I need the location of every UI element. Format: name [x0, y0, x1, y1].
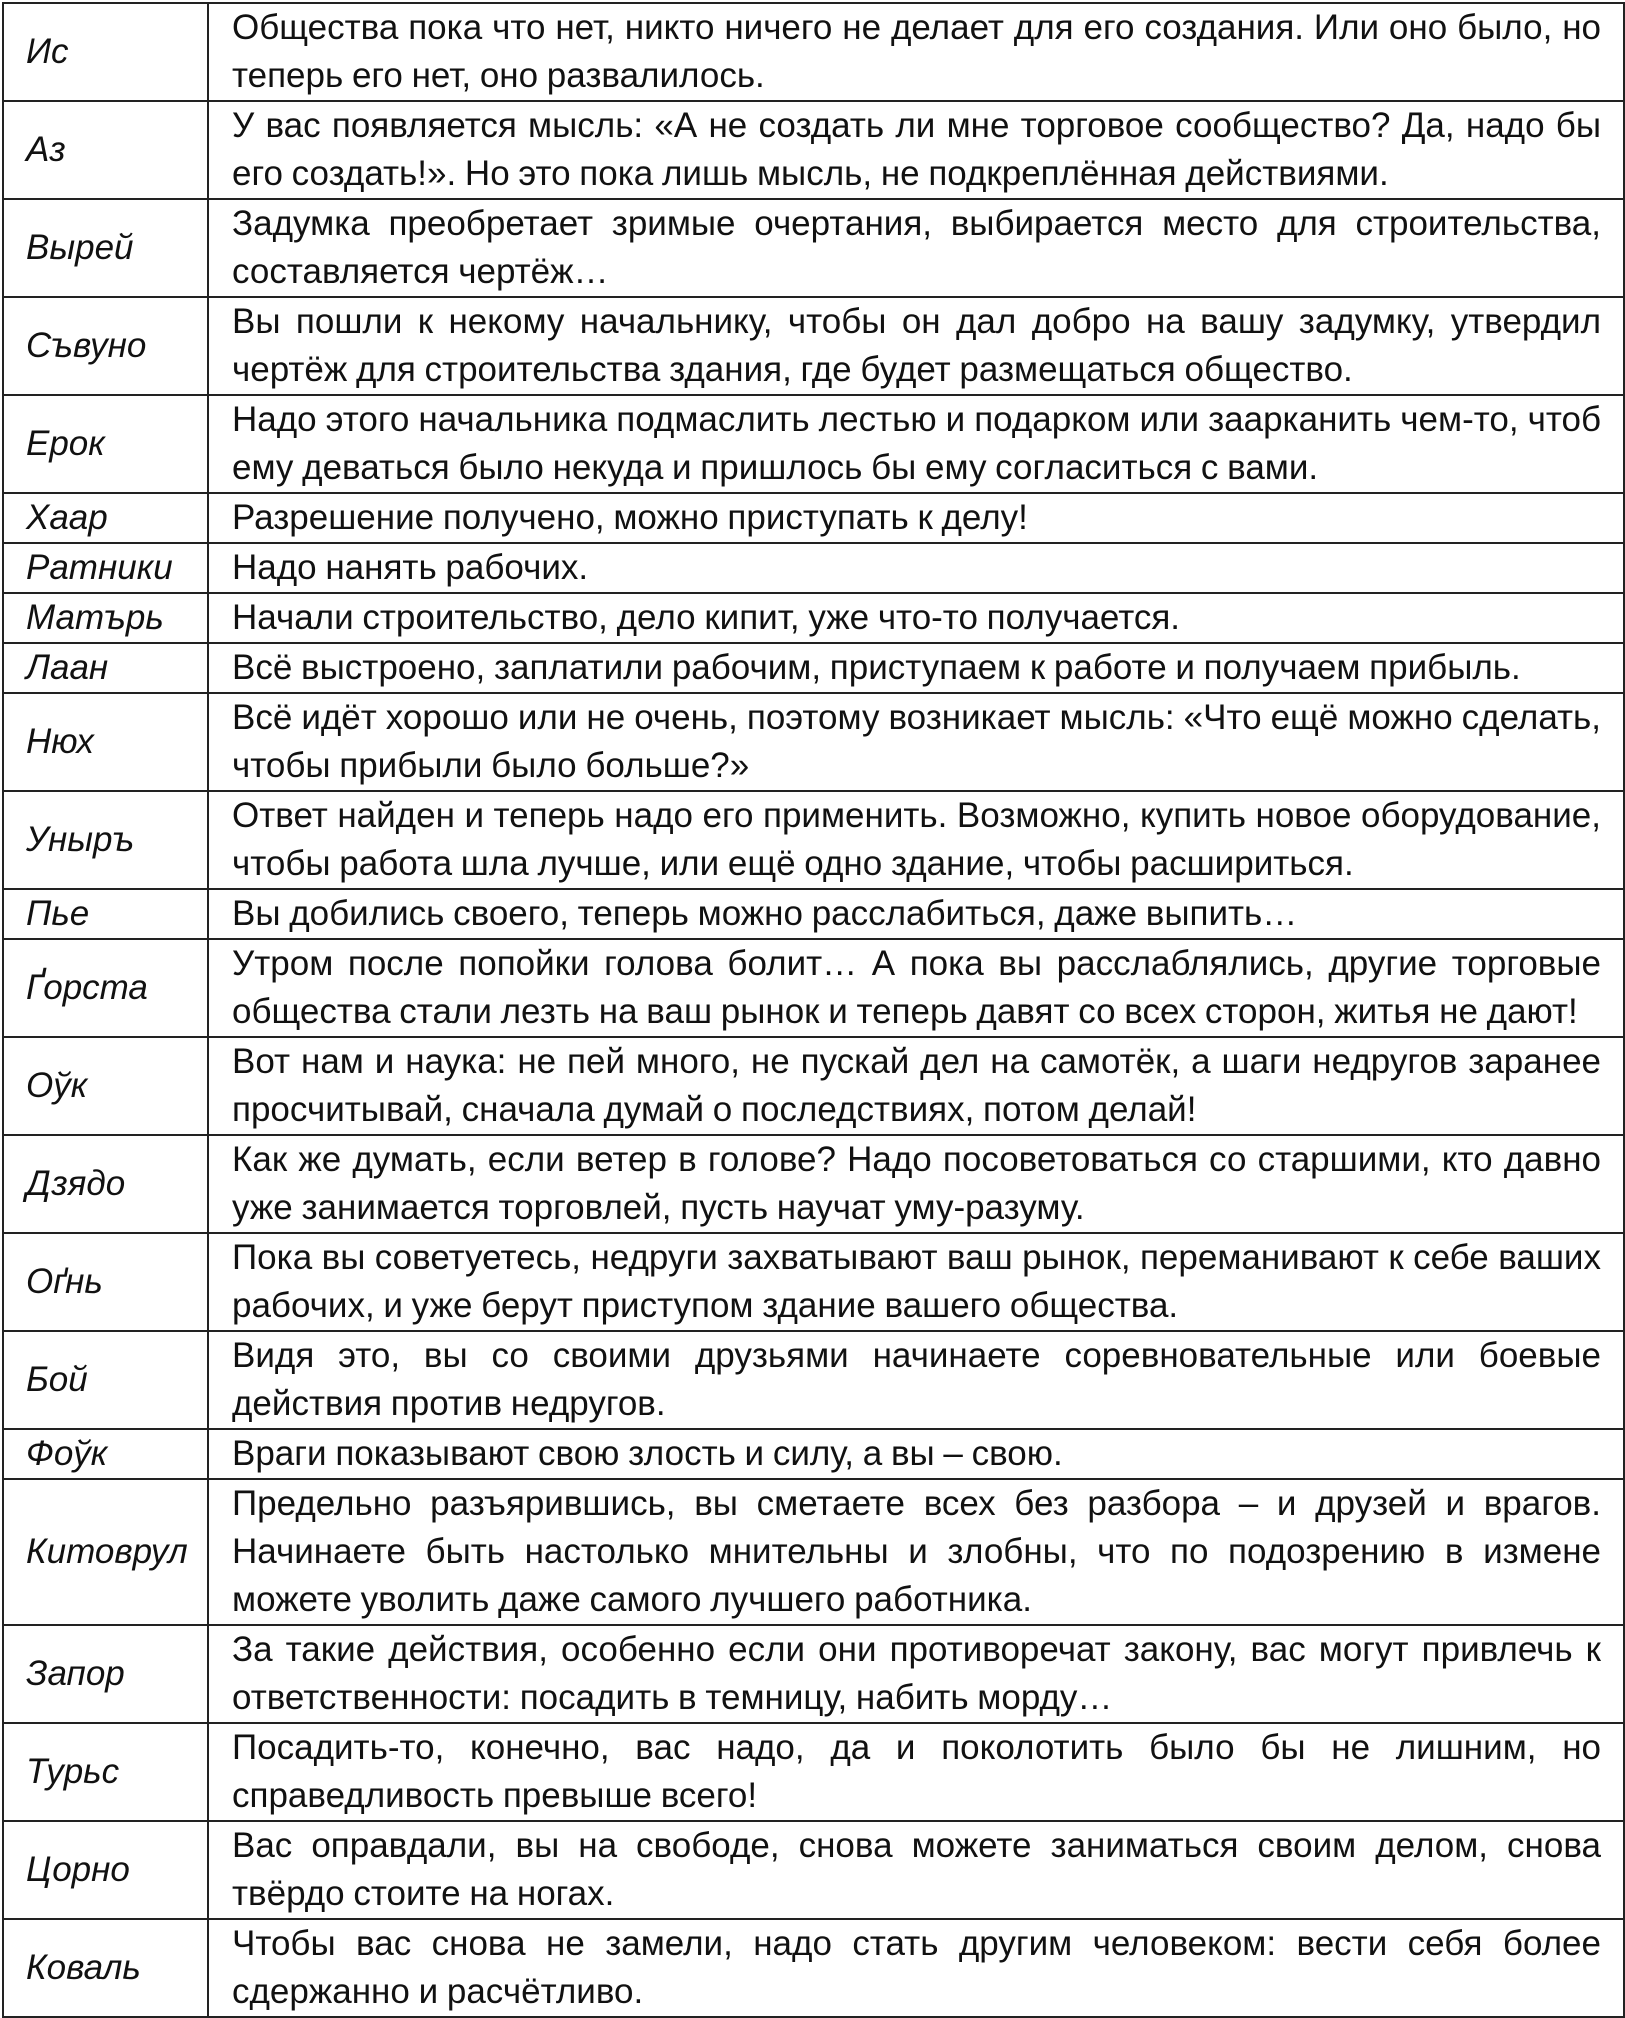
description-cell: Разрешение получено, можно приступать к делу! [208, 493, 1624, 543]
table-row [3, 1331, 1624, 1429]
term-cell: Фоўк [3, 1429, 208, 1479]
terms-table [2, 2, 1625, 2018]
term-cell: Матърь [3, 593, 208, 643]
term-cell: Уныръ [3, 791, 208, 889]
description-cell: Предельно разъярившись, вы сметаете всех без разбора – и друзей и врагов. Начинаете быть настолько мнительны и злобны, что по подозрению в измене можете уволить даже самого лучшего работника. [208, 1479, 1624, 1625]
table-row [3, 1479, 1624, 1625]
description-cell: Видя это, вы со своими друзьями начинаете соревновательные или боевые действия против недругов. [208, 1331, 1624, 1429]
table-row [3, 1919, 1624, 2017]
term-cell: Ерок [3, 395, 208, 493]
description-cell: Чтобы вас снова не замели, надо стать другим человеком: вести себя более сдержанно и расчётливо. [208, 1919, 1624, 2017]
term-cell: Цорно [3, 1821, 208, 1919]
term-cell: Оўк [3, 1037, 208, 1135]
description-cell: Враги показывают свою злость и силу, а вы – свою. [208, 1429, 1624, 1479]
table-row [3, 199, 1624, 297]
term-cell: Дзядо [3, 1135, 208, 1233]
description-cell: Всё выстроено, заплатили рабочим, приступаем к работе и получаем прибыль. [208, 643, 1624, 693]
description-cell: Общества пока что нет, никто ничего не делает для его создания. Или оно было, но теперь его нет, оно развалилось. [208, 3, 1624, 101]
description-cell: Пока вы советуетесь, недруги захватывают ваш рынок, переманивают к себе ваших рабочих, и уже берут приступом здание вашего общества. [208, 1233, 1624, 1331]
term-cell: Пье [3, 889, 208, 939]
table-row [3, 593, 1624, 643]
table-row [3, 1723, 1624, 1821]
description-cell: Задумка преобретает зримые очертания, выбирается место для строительства, составляется чертёж… [208, 199, 1624, 297]
term-cell: Хаар [3, 493, 208, 543]
description-cell: Надо нанять рабочих. [208, 543, 1624, 593]
table-row [3, 297, 1624, 395]
description-cell: Ответ найден и теперь надо его применить. Возможно, купить новое оборудование, чтобы работа шла лучше, или ещё одно здание, чтобы расшириться. [208, 791, 1624, 889]
table-row [3, 693, 1624, 791]
table-row [3, 395, 1624, 493]
table-row [3, 939, 1624, 1037]
term-cell: Турьс [3, 1723, 208, 1821]
description-cell: Вот нам и наука: не пей много, не пускай дел на самотёк, а шаги недругов заранее просчитывай, сначала думай о последствиях, потом делай! [208, 1037, 1624, 1135]
description-cell: Надо этого начальника подмаслить лестью и подарком или заарканить чем-то, чтоб ему деваться было некуда и пришлось бы ему согласиться с вами. [208, 395, 1624, 493]
description-cell: Посадить-то, конечно, вас надо, да и поколотить было бы не лишним, но справедливость превыше всего! [208, 1723, 1624, 1821]
term-cell: Вырей [3, 199, 208, 297]
table-row [3, 1821, 1624, 1919]
description-cell: За такие действия, особенно если они противоречат закону, вас могут привлечь к ответственности: посадить в темницу, набить морду… [208, 1625, 1624, 1723]
table-row [3, 1233, 1624, 1331]
term-cell: Ратники [3, 543, 208, 593]
description-cell: Всё идёт хорошо или не очень, поэтому возникает мысль: «Что ещё можно сделать, чтобы прибыли было больше?» [208, 693, 1624, 791]
table-row [3, 493, 1624, 543]
term-cell: Бой [3, 1331, 208, 1429]
term-cell: Коваль [3, 1919, 208, 2017]
term-cell: Нюх [3, 693, 208, 791]
description-cell: Вы добились своего, теперь можно расслабиться, даже выпить… [208, 889, 1624, 939]
table-row [3, 101, 1624, 199]
description-cell: Вас оправдали, вы на свободе, снова можете заниматься своим делом, снова твёрдо стоите на ногах. [208, 1821, 1624, 1919]
table-row [3, 3, 1624, 101]
description-cell: Начали строительство, дело кипит, уже что-то получается. [208, 593, 1624, 643]
term-cell: Запор [3, 1625, 208, 1723]
table-row [3, 1037, 1624, 1135]
term-cell: Оґнь [3, 1233, 208, 1331]
description-cell: Вы пошли к некому начальнику, чтобы он дал добро на вашу задумку, утвердил чертёж для строительства здания, где будет размещаться общество. [208, 297, 1624, 395]
term-cell: Съвуно [3, 297, 208, 395]
term-cell: Китоврул [3, 1479, 208, 1625]
description-cell: Утром после попойки голова болит… А пока вы расслаблялись, другие торговые общества стали лезть на ваш рынок и теперь давят со всех сторон, житья не дают! [208, 939, 1624, 1037]
table-row [3, 643, 1624, 693]
table-row [3, 889, 1624, 939]
description-cell: Как же думать, если ветер в голове? Надо посоветоваться со старшими, кто давно уже занимается торговлей, пусть научат уму-разуму. [208, 1135, 1624, 1233]
term-cell: Ис [3, 3, 208, 101]
term-cell: Лаан [3, 643, 208, 693]
table-row [3, 543, 1624, 593]
term-cell: Аз [3, 101, 208, 199]
table-row [3, 1625, 1624, 1723]
description-cell: У вас появляется мысль: «А не создать ли мне торговое сообщество? Да, надо бы его создать!». Но это пока лишь мысль, не подкреплённая действиями. [208, 101, 1624, 199]
term-cell: Ґорста [3, 939, 208, 1037]
table-row [3, 1429, 1624, 1479]
table-row [3, 1135, 1624, 1233]
table-row [3, 791, 1624, 889]
